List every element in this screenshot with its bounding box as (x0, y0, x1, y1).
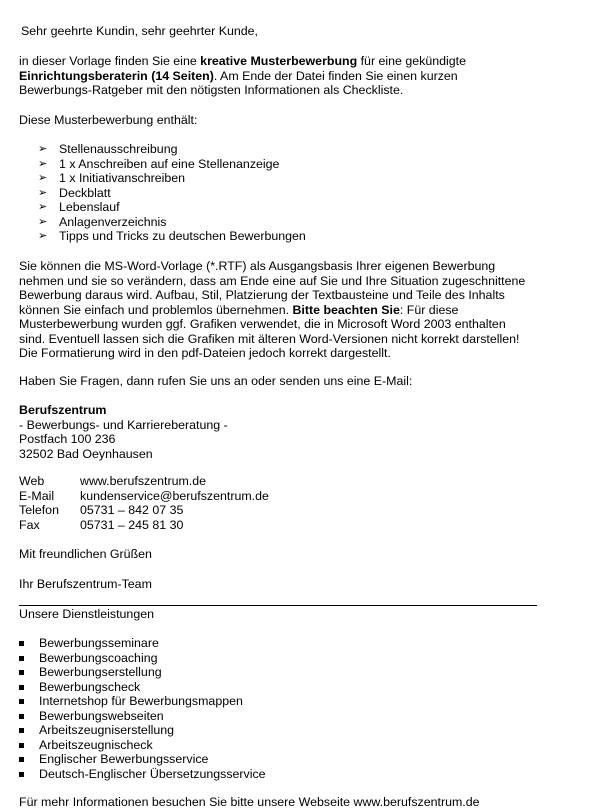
services-title: Unsere Dienstleistungen (19, 607, 154, 621)
square-bullet-icon (19, 685, 24, 690)
intro-text-3: . Am Ende der Datei finden Sie einen kurzen (213, 68, 458, 83)
table-row: Fax 05731 – 245 81 30 (19, 518, 269, 533)
list-item: ➢ 1 x Anschreiben auf eine Stellenanzeige (38, 156, 280, 171)
intro-bold-1: kreative Musterbewerbung (200, 54, 358, 68)
company-city: 32502 Bad Oeynhausen (19, 446, 153, 461)
company-street: Postfach 100 236 (19, 432, 116, 446)
list-item: ➢ Stellenausschreibung (38, 142, 178, 156)
company-tagline: - Bewerbungs- und Karriereberatung - (19, 417, 228, 432)
phone-number: 05731 – 842 07 35 (80, 503, 184, 517)
square-bullet-icon (19, 757, 24, 762)
square-bullet-icon (19, 641, 24, 646)
questions-line: Haben Sie Fragen, dann rufen Sie uns an oder senden uns eine E-Mail: (19, 374, 413, 388)
web-link[interactable]: www.berufszentrum.de (80, 474, 207, 488)
table-row: E-Mail kundenservice@berufszentrum.de (19, 488, 269, 503)
fax-number: 05731 – 245 81 30 (80, 517, 184, 532)
list-item: ➢ Tipps und Tricks zu deutschen Bewerbungen (38, 229, 306, 243)
list-item: Arbeitszeugnischeck (19, 738, 266, 753)
square-bullet-icon (19, 714, 24, 719)
company-name: Berufszentrum (19, 403, 107, 417)
list-item: Deutsch-Englischer Übersetzungsservice (19, 767, 266, 782)
square-bullet-icon (19, 656, 24, 661)
intro-text-2: für eine gekündigte (357, 54, 467, 68)
list-item: Bewerbungscoaching (19, 651, 266, 666)
square-bullet-icon (19, 743, 24, 748)
services-list (19, 636, 266, 781)
arrow-bullet-icon: ➢ (38, 230, 48, 242)
list-item: ➢ Lebenslauf (38, 200, 120, 214)
square-bullet-icon (19, 772, 24, 777)
footer-note: Für mehr Informationen besuchen Sie bitte unsere Webseite www.berufszentrum.de (19, 795, 480, 809)
list-item: Bewerbungserstellung (19, 665, 266, 680)
notice-bold: Bitte beachten Sie (292, 302, 400, 317)
list-item: Bewerbungsseminare (19, 636, 266, 651)
list-item: Bewerbungswebseiten (19, 709, 266, 724)
intro-line-3: Bewerbungs-Ratgeber mit den nötigsten Informationen als Checkliste. (19, 83, 404, 97)
list-item: ➢ Deckblatt (38, 185, 111, 200)
list-item: Arbeitszeugniserstellung (19, 723, 266, 738)
arrow-bullet-icon: ➢ (38, 215, 48, 228)
table-row: Telefon 05731 – 842 07 35 (19, 503, 269, 518)
arrow-bullet-icon: ➢ (38, 201, 48, 213)
arrow-bullet-icon: ➢ (38, 186, 48, 199)
list-item: ➢ 1 x Initiativanschreiben (38, 171, 186, 185)
intro-paragraph (19, 54, 466, 98)
list-item: Bewerbungscheck (19, 680, 266, 695)
contact-table (19, 474, 269, 532)
arrow-bullet-icon: ➢ (38, 172, 48, 184)
square-bullet-icon (19, 670, 24, 675)
intro-bold-2: Einrichtungsberaterin (14 Seiten) (19, 68, 214, 83)
square-bullet-icon (19, 728, 24, 733)
divider (19, 605, 537, 606)
square-bullet-icon (19, 699, 24, 704)
arrow-bullet-icon: ➢ (38, 157, 48, 170)
salutation: Sehr geehrte Kundin, sehr geehrter Kunde, (21, 24, 258, 38)
contents-heading: Diese Musterbewerbung enthält: (19, 113, 198, 127)
arrow-bullet-icon: ➢ (38, 143, 48, 155)
list-item: Englischer Bewerbungsservice (19, 752, 266, 767)
list-item: ➢ Anlagenverzeichnis (38, 214, 167, 229)
email-link[interactable]: kundenservice@berufszentrum.de (80, 488, 269, 503)
list-item: Internetshop für Bewerbungsmappen (19, 694, 266, 709)
company-address (19, 403, 228, 461)
signature-team: Ihr Berufszentrum-Team (19, 577, 152, 591)
table-row: Web www.berufszentrum.de (19, 474, 269, 489)
closing-greeting: Mit freundlichen Grüßen (19, 547, 152, 561)
usage-paragraph: Sie können die MS-Word-Vorlage (*.RTF) als Ausgangsbasis Ihrer eigenen Bewerbung nehmen und sie so verändern, dass am Ende eine auf Sie und Ihre Situation zugeschnittene Bewerbung daraus wird. Aufbau, Stil, Platzierung der Textbausteine und Teile des Inhalts können Sie einfach und problemlos übernehmen. Bitte beachten Sie: Für diese Musterbewerbung wurden ggf. Grafiken verwendet, die in Microsoft Word 2003 enthalten sind. Eventuell lassen sich die Grafiken mit älteren Word-Versionen nicht korrekt darstellen! Die Formatierung wird in den pdf-Dateien jedoch korrekt dargestellt. (19, 259, 526, 360)
intro-text-1: in dieser Vorlage finden Sie eine (19, 54, 201, 68)
contents-list (38, 142, 306, 244)
